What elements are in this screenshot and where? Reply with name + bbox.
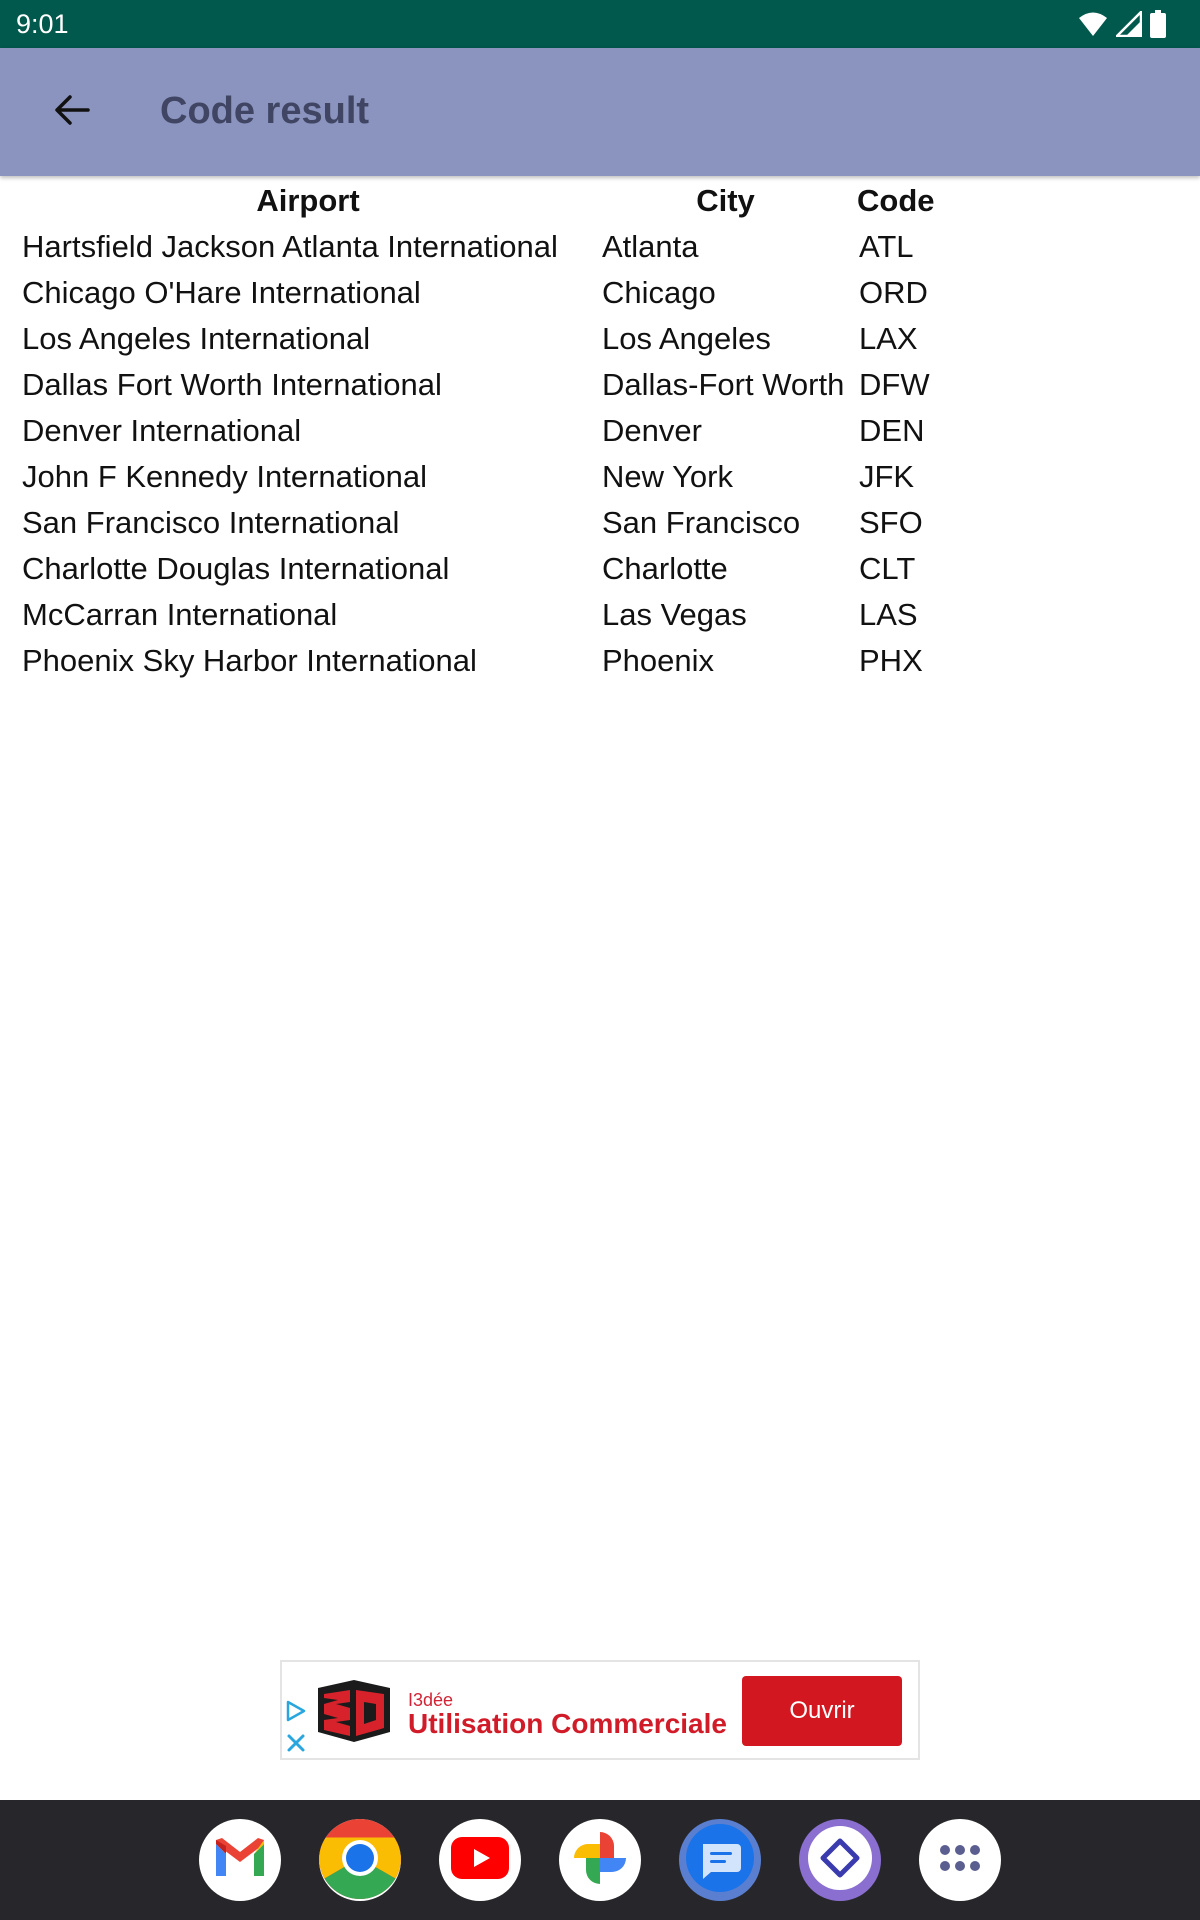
table-header-row — [18, 178, 939, 224]
dock — [0, 1800, 1200, 1920]
airport-cell: San Francisco International — [22, 505, 400, 540]
photos-icon — [570, 1828, 630, 1892]
code-cell: JFK — [859, 459, 915, 494]
airport-table — [18, 178, 939, 684]
table-row — [18, 408, 939, 454]
airport-cell: Hartsfield Jackson Atlanta International — [22, 229, 558, 264]
city-cell: Chicago — [602, 275, 716, 310]
arrow-back-icon — [54, 94, 90, 130]
city-cell: Denver — [602, 413, 702, 448]
chrome-icon — [319, 1819, 401, 1901]
table-row — [18, 270, 939, 316]
cell-signal-icon — [1116, 11, 1142, 41]
airport-cell: Phoenix Sky Harbor International — [22, 643, 477, 678]
gmail-icon — [212, 1836, 268, 1884]
page-title: Code result — [160, 90, 370, 132]
airport-cell: McCarran International — [22, 597, 338, 632]
code-cell: DEN — [859, 413, 925, 448]
messages-icon — [679, 1819, 761, 1901]
header-airport: Airport — [256, 183, 360, 218]
ad-advertiser: I3dée — [408, 1690, 454, 1710]
city-cell: Charlotte — [602, 551, 728, 586]
status-time: 9:01 — [16, 9, 69, 39]
messages-app[interactable] — [679, 1819, 761, 1901]
youtube-icon — [451, 1837, 509, 1883]
ad-banner[interactable] — [280, 1660, 920, 1760]
city-cell: Las Vegas — [602, 597, 747, 632]
adchoices-icon[interactable] — [285, 1700, 307, 1756]
airport-cell: Los Angeles International — [22, 321, 371, 356]
app-icon — [799, 1819, 881, 1901]
photos-app[interactable] — [559, 1819, 641, 1901]
app-drawer-icon — [938, 1843, 982, 1877]
airport-cell: Dallas Fort Worth International — [22, 367, 442, 402]
city-cell: Phoenix — [602, 643, 715, 678]
table-row — [18, 454, 939, 500]
code-cell: LAS — [859, 597, 918, 632]
app-bar — [0, 48, 1200, 176]
wifi-icon — [1078, 11, 1108, 41]
code-cell: ORD — [859, 275, 928, 310]
youtube-app[interactable] — [439, 1819, 521, 1901]
table-row — [18, 546, 939, 592]
code-cell: DFW — [859, 367, 930, 402]
table-row — [18, 316, 939, 362]
table-row — [18, 224, 939, 270]
app-shortcut[interactable] — [799, 1819, 881, 1901]
chrome-app[interactable] — [319, 1819, 401, 1901]
header-code: Code — [857, 183, 935, 218]
status-icons — [1078, 10, 1166, 42]
back-button[interactable] — [40, 84, 104, 140]
advertiser-logo-icon — [314, 1678, 394, 1746]
code-cell: ATL — [859, 229, 914, 264]
airport-cell: Denver International — [22, 413, 302, 448]
header-city: City — [696, 183, 755, 218]
gmail-app[interactable] — [199, 1819, 281, 1901]
code-cell: LAX — [859, 321, 918, 356]
code-cell: PHX — [859, 643, 923, 678]
airport-cell: Charlotte Douglas International — [22, 551, 450, 586]
ad-headline: Utilisation Commerciale — [408, 1708, 727, 1739]
airport-cell: John F Kennedy International — [22, 459, 427, 494]
app-drawer-button[interactable] — [919, 1819, 1001, 1901]
city-cell: Dallas-Fort Worth — [602, 367, 845, 402]
table-row — [18, 592, 939, 638]
city-cell: Atlanta — [602, 229, 699, 264]
table-row — [18, 638, 939, 684]
airport-cell: Chicago O'Hare International — [22, 275, 421, 310]
code-cell: SFO — [859, 505, 923, 540]
table-row — [18, 362, 939, 408]
city-cell: Los Angeles — [602, 321, 771, 356]
status-bar — [0, 0, 1200, 48]
battery-icon — [1150, 10, 1166, 42]
city-cell: San Francisco — [602, 505, 801, 540]
city-cell: New York — [602, 459, 733, 494]
code-cell: CLT — [859, 551, 916, 586]
ad-open-button[interactable]: Ouvrir — [742, 1676, 902, 1746]
table-row — [18, 500, 939, 546]
